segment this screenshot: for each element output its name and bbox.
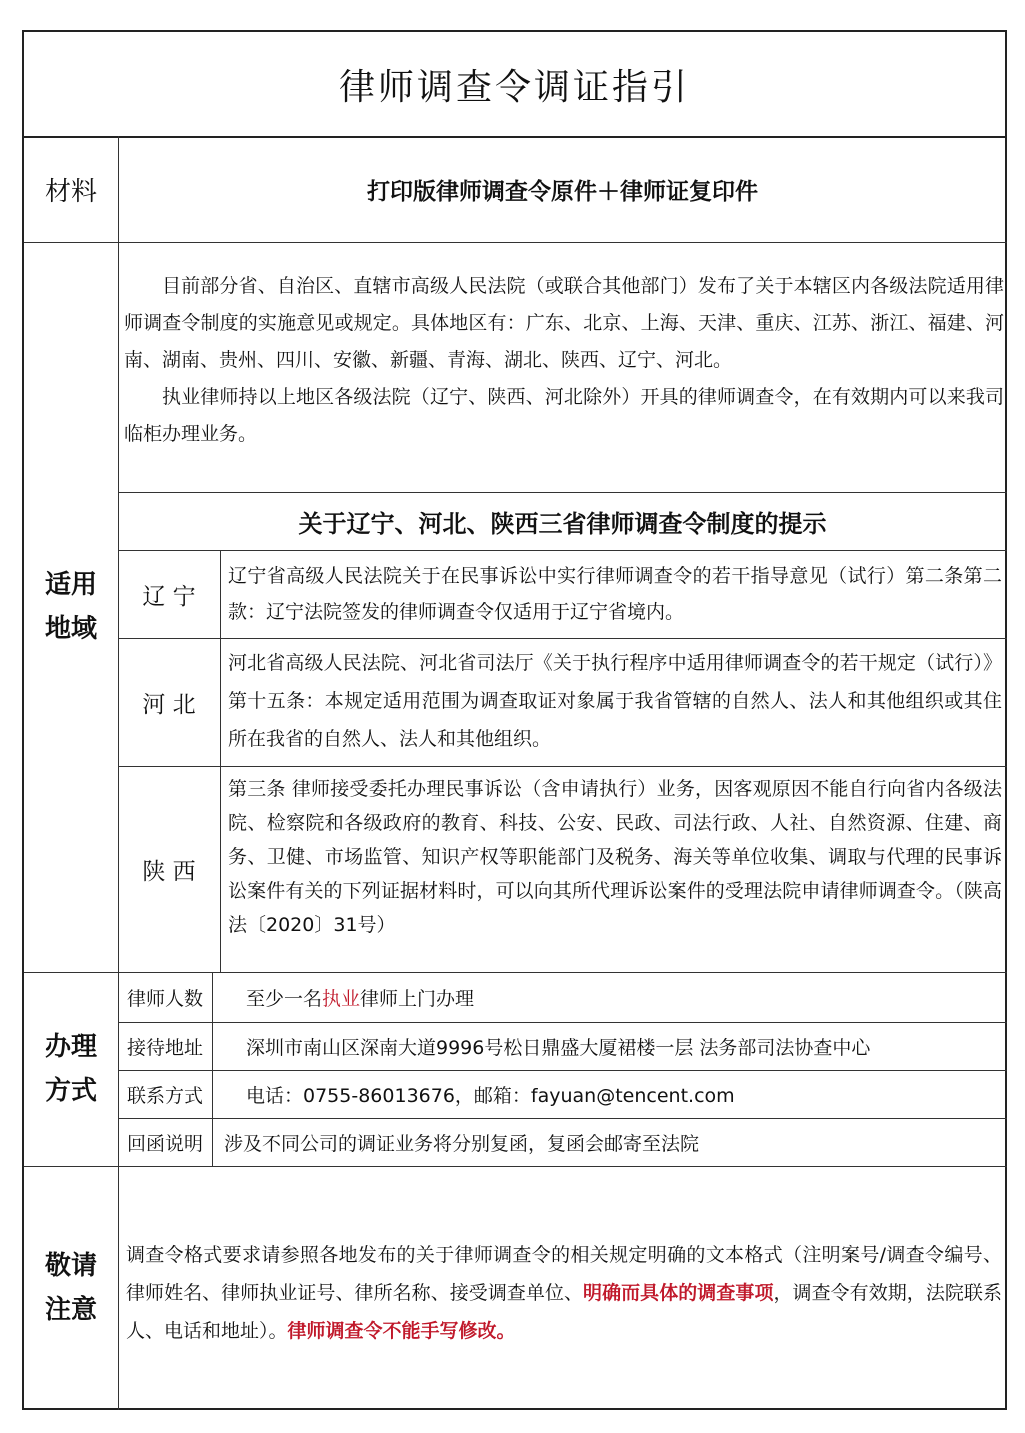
lawyers-value-post: 律师上门办理 xyxy=(360,987,475,1010)
method-label-line1: 办理 xyxy=(44,1031,97,1062)
lawyers-value-highlight: 执业 xyxy=(322,987,361,1010)
method-row-label-lawyers: 律师人数 xyxy=(126,987,203,1010)
province-text-hebei: 河北省高级人民法院、河北省司法厅《关于执行程序中适用律师调查令的若干规定（试行）》第十五条：本规定适用范围为调查取证对象属于我省管辖的自然人、法人和其他组织或其住所在我省的自然人、法人和其他组织。 xyxy=(228,652,1002,750)
method-row-label-reply: 回函说明 xyxy=(126,1132,203,1155)
method-row-value-address: 深圳市南山区深南大道9996号松日鼎盛大厦裙楼一层 法务部司法协查中心 xyxy=(246,1036,871,1059)
materials-label-text: 材料 xyxy=(44,176,97,207)
region-label-line1: 适用 xyxy=(44,569,97,600)
province-name-hebei: 河 北 xyxy=(142,691,196,718)
method-row-label-contact: 联系方式 xyxy=(126,1084,203,1107)
page-title: 律师调查令调证指引 xyxy=(24,32,1005,138)
province-name-liaoning: 辽 宁 xyxy=(142,583,196,610)
method-label xyxy=(24,972,118,1166)
region-label xyxy=(24,242,118,972)
method-label-line2: 方式 xyxy=(44,1076,97,1106)
method-row-value-contact: 电话：0755-86013676，邮箱：fayuan@tencent.com xyxy=(246,1084,735,1107)
notice-text-pre: 调查令格式要求请参照各地发布的关于律师调查令的相关规定明确的文本格式（注明案号/调查令编号、律师姓名、律师执业证号、律所名称、接受调查单位、 xyxy=(126,1244,1002,1304)
region-label-line2: 地域 xyxy=(44,614,97,644)
method-row-label-address: 接待地址 xyxy=(126,1036,203,1059)
province-note-heading: 关于辽宁、河北、陕西三省律师调查令制度的提示 xyxy=(298,509,827,538)
notice-highlight-no-handwriting: 律师调查令不能手写修改。 xyxy=(287,1320,516,1342)
notice-label xyxy=(24,1166,118,1410)
region-intro-p1: 目前部分省、自治区、直辖市高级人民法院（或联合其他部门）发布了关于本辖区内各级法院适用律师调查令制度的实施意见或规定。具体地区有：广东、北京、上海、天津、重庆、江苏、浙江、福建、河南、湖南、贵州、四川、安徽、新疆、青海、湖北、陕西、辽宁、河北。 xyxy=(124,275,1004,371)
notice-text xyxy=(126,1236,1002,1350)
method-row-value-lawyers xyxy=(246,972,1006,1022)
region-intro-p2: 执业律师持以上地区各级法院（辽宁、陕西、河北除外）开具的律师调查令，在有效期内可以来我司临柜办理业务。 xyxy=(124,386,1004,445)
lawyers-value-pre: 至少一名 xyxy=(246,987,323,1010)
notice-label-line1: 敬请 xyxy=(44,1250,97,1281)
province-text-shaanxi: 第三条 律师接受委托办理民事诉讼（含申请执行）业务，因客观原因不能自行向省内各级法院、检察院和各级政府的教育、科技、公安、民政、司法行政、人社、自然资源、住建、商务、卫健、市场监管、知识产权等职能部门及税务、海关等单位收集、调取与代理的民事诉讼案件有关的下列证据材料时，可以向其所代理诉讼案件的受理法院申请律师调查令。（陕高法〔2020〕31号） xyxy=(228,778,1002,936)
guide-document xyxy=(22,30,1007,1410)
province-text-liaoning: 辽宁省高级人民法院关于在民事诉讼中实行律师调查令的若干指导意见（试行）第二条第二款：辽宁法院签发的律师调查令仅适用于辽宁省境内。 xyxy=(228,565,1002,623)
materials-label xyxy=(24,136,118,242)
region-intro xyxy=(124,268,1004,453)
notice-text-mid: ，调查令有效期，法院联系人、电话和地址）。 xyxy=(126,1282,1002,1342)
materials-content: 打印版律师调查令原件＋律师证复印件 xyxy=(367,178,758,205)
method-row-value-reply: 涉及不同公司的调证业务将分别复函，复函会邮寄至法院 xyxy=(224,1132,700,1155)
province-name-shaanxi: 陕 西 xyxy=(142,858,196,885)
notice-label-line2: 注意 xyxy=(44,1295,97,1325)
notice-highlight-specific: 明确而具体的调查事项 xyxy=(583,1282,774,1304)
